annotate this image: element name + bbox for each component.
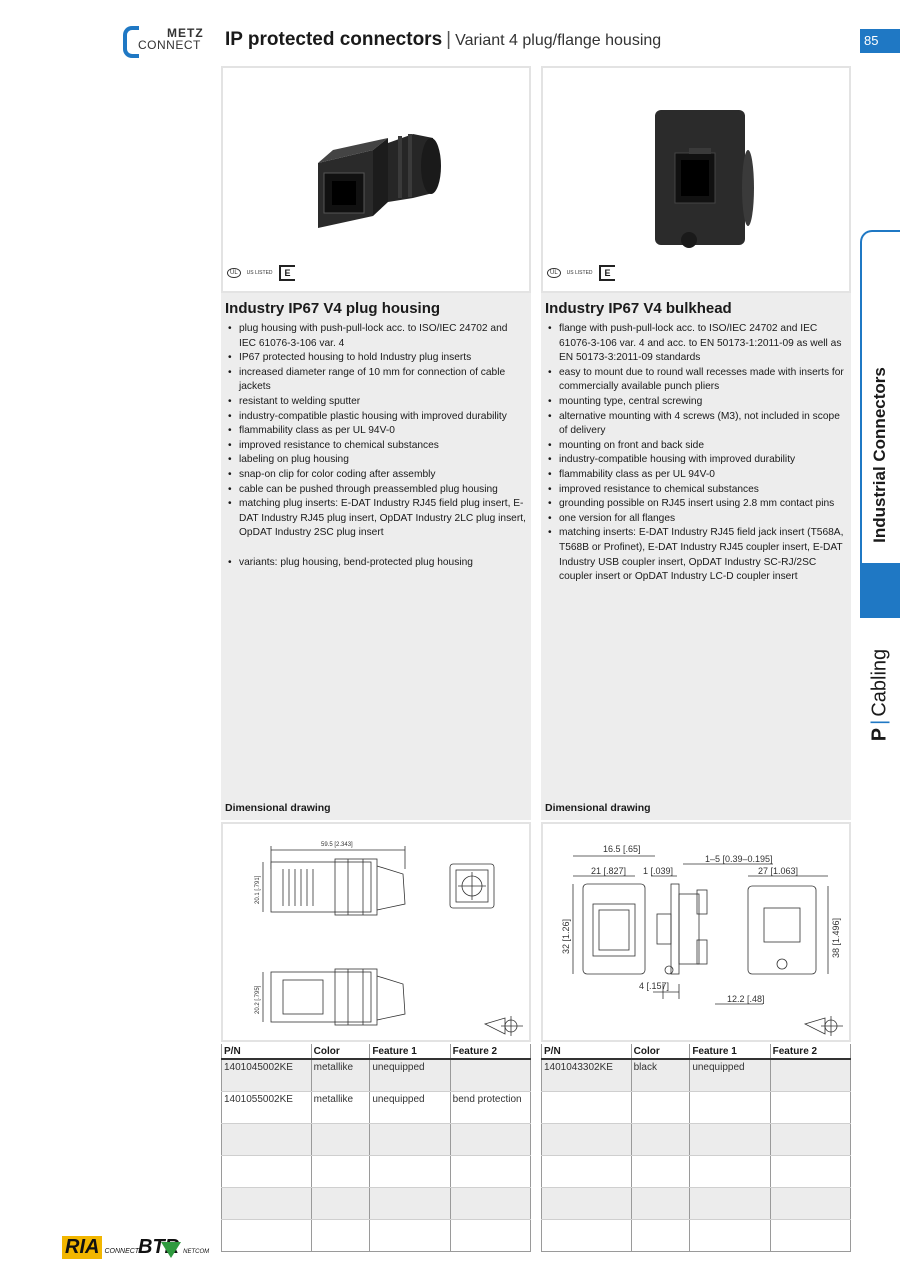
feature-item: • matching plug inserts: E-DAT Industry RJ45 field plug insert, E-DAT Industry RJ45 plug insert, OpDAT Industry 2LC plug insert, OpDAT Industry 2SC plug insert [227,497,527,541]
ul-listed-icon: UL [547,268,561,278]
dimensional-drawing-label: Dimensional drawing [545,802,651,814]
btr-logo-suffix: NETCOM [183,1249,210,1255]
dim-d4: 1–5 [0.39–0.195] [705,854,773,864]
section-name: Cabling [868,648,891,717]
product-title: Industry IP67 V4 plug housing [225,300,441,317]
cell-empty [542,1155,632,1187]
compliance-mark-icon: E [279,265,295,281]
feature-item: • labeling on plug housing [227,453,527,468]
col-header-feature2: Feature 2 [770,1044,850,1059]
cell-empty [370,1155,450,1187]
feature-item: • one version for all flanges [547,512,847,527]
feature-item: • mounting on front and back side [547,439,847,454]
feature-item: • snap-on clip for color coding after assembly [227,468,527,483]
feature-item: • improved resistance to chemical substances [547,483,847,498]
cell-feature2 [770,1059,850,1091]
cell-feature1: unequipped [690,1059,770,1091]
logo-metz-text: METZ [167,26,204,40]
feature-item: • flange with push-pull-lock acc. to ISO/IEC 24702 and IEC 61076-3-106 var. 4 and acc. to EN 50173-1:2011-09 as well as EN 50173-3:2011-09 standards [547,322,847,366]
feature-item: • resistant to welding sputter [227,395,527,410]
product-image-box [541,66,851,293]
feature-item: • increased diameter range of 10 mm for connection of cable jackets [227,366,527,395]
cell-empty [542,1187,632,1219]
dim-d1: 16.5 [.65] [603,844,641,854]
feature-list [227,322,527,570]
part-number-table [221,1044,531,1252]
certifications [547,265,615,281]
table-row [222,1059,531,1091]
ul-listed-icon: UL [227,268,241,278]
product-title: Industry IP67 V4 bulkhead [545,300,732,317]
certifications [227,265,295,281]
col-header-color: Color [311,1044,370,1059]
cell-empty [450,1123,530,1155]
feature-list [547,322,847,585]
cell-empty [631,1187,690,1219]
feature-item: • improved resistance to chemical substances [227,439,527,454]
table-row [222,1091,531,1123]
table-row [542,1123,851,1155]
feature-item: • cable can be pushed through preassembled plug housing [227,483,527,498]
table-row [542,1187,851,1219]
cell-empty [631,1155,690,1187]
section-letter: P [868,727,891,742]
side-tab-marker [860,565,900,618]
cell-empty [770,1091,850,1123]
dimensional-drawing-label: Dimensional drawing [225,802,331,814]
table-row [542,1091,851,1123]
cell-empty [542,1219,632,1251]
compliance-mark-icon: E [599,265,615,281]
cell-empty [631,1091,690,1123]
section-bar: | [868,719,891,725]
dim-length: 59.5 [2.343] [321,842,353,848]
cell-empty [770,1219,850,1251]
col-header-feature1: Feature 1 [370,1044,450,1059]
product-image-box [221,66,531,293]
table-header-row [222,1044,531,1059]
cell-empty [370,1123,450,1155]
dim-d3: 1 [.039] [643,866,674,876]
cell-feature1: unequipped [370,1091,450,1123]
feature-item: • easy to mount due to round wall recesses made with inserts for commercially available punch pliers [547,366,847,395]
cell-pn: 1401045002KE [222,1059,312,1091]
btr-logo-text: BTR [138,1236,180,1258]
cell-empty [311,1219,370,1251]
table-row [222,1187,531,1219]
cell-color: metallike [311,1059,370,1091]
table-row [222,1123,531,1155]
cell-empty [311,1187,370,1219]
dim-d9: 12.2 [.48] [727,994,765,1004]
feature-item: • variants: plug housing, bend-protected plug housing [227,556,527,571]
feature-item: • industry-compatible housing with improved durability [547,453,847,468]
feature-item: • flammability class as per UL 94V-0 [227,424,527,439]
table-row [222,1155,531,1187]
cell-empty [690,1155,770,1187]
dim-d2: 21 [.827] [591,866,627,876]
cell-empty [690,1091,770,1123]
bulkhead-image [543,68,849,258]
dimensional-drawing [541,822,851,1042]
dimensional-drawing [221,822,531,1042]
cell-empty [311,1155,370,1187]
feature-item: • flammability class as per UL 94V-0 [547,468,847,483]
cell-empty [690,1123,770,1155]
ria-logo-text: RIA [62,1236,102,1259]
feature-item: • industry-compatible plastic housing with improved durability [227,410,527,425]
cell-color: black [631,1059,690,1091]
feature-item: • alternative mounting with 4 screws (M3), not included in scope of delivery [547,410,847,439]
plug-housing-image [223,68,529,258]
logo-connect-text: CONNECT [138,38,201,52]
dim-d8: 4 [.157] [639,981,670,991]
ria-connect-logo [62,1236,139,1259]
cell-feature1: unequipped [370,1059,450,1091]
cell-feature2: bend protection [450,1091,530,1123]
dim-height-top: 20.1 [.791] [255,875,261,904]
cell-pn: 1401055002KE [222,1091,312,1123]
cell-empty [222,1123,312,1155]
side-section-label [869,649,892,741]
cell-feature2 [450,1059,530,1091]
table-row [542,1155,851,1187]
dim-d7: 38 [1.496] [831,917,841,958]
table-row [222,1219,531,1251]
feature-item: • IP67 protected housing to hold Industry plug inserts [227,351,527,366]
cell-empty [690,1187,770,1219]
feature-item: • matching inserts: E-DAT Industry RJ45 field jack insert (T568A, T568B or Profinet), E-DAT Industry RJ45 coupler insert, E-DAT Industry USB coupler insert, OpDAT Industry SC-RJ/2SC coupler insert or OpDAT Industry LC-D coupler insert [547,526,847,584]
feature-item: • mounting type, central screwing [547,395,847,410]
page-title-main: IP protected connectors [225,29,443,50]
col-header-pn: P/N [542,1044,632,1059]
feature-item: • plug housing with push-pull-lock acc. to ISO/IEC 24702 and IEC 61076-3-106 var. 4 [227,322,527,351]
cell-empty [450,1155,530,1187]
bulkhead-drawing [543,824,849,1040]
cell-empty [370,1219,450,1251]
cell-empty [770,1155,850,1187]
col-header-pn: P/N [222,1044,312,1059]
col-header-color: Color [631,1044,690,1059]
cell-empty [370,1187,450,1219]
cell-empty [222,1219,312,1251]
part-number-table [541,1044,851,1252]
btr-netcom-logo [138,1236,209,1259]
table-row [542,1219,851,1251]
title-separator: | [446,29,452,50]
plug-housing-drawing [223,824,529,1040]
table-header-row [542,1044,851,1059]
table-row [542,1059,851,1091]
cell-empty [311,1123,370,1155]
feature-item: • grounding possible on RJ45 insert using 2.8 mm contact pins [547,497,847,512]
page-subtitle: Variant 4 plug/flange housing [455,32,662,49]
cell-empty [770,1123,850,1155]
cell-empty [222,1187,312,1219]
ul-listed-text: US LISTED [566,270,593,276]
cell-empty [770,1187,850,1219]
dim-height-bottom: 20.2 [.795] [255,985,261,1014]
cell-empty [631,1219,690,1251]
logo-bracket-icon [123,26,139,58]
page-number: 85 [860,29,900,53]
cell-empty [450,1219,530,1251]
ul-listed-text: US LISTED [246,270,273,276]
col-header-feature1: Feature 1 [690,1044,770,1059]
cell-empty [631,1123,690,1155]
cell-empty [542,1123,632,1155]
side-category-label: Industrial Connectors [870,367,889,543]
dim-d5: 27 [1.063] [758,866,799,876]
btr-triangle-icon [161,1242,181,1258]
cell-empty [222,1155,312,1187]
cell-pn: 1401043302KE [542,1059,632,1091]
page-title [225,29,661,51]
cell-empty [450,1187,530,1219]
ria-logo-suffix: CONNECT [104,1248,140,1255]
cell-empty [542,1091,632,1123]
cell-color: metallike [311,1091,370,1123]
col-header-feature2: Feature 2 [450,1044,530,1059]
cell-empty [690,1219,770,1251]
metz-connect-logo [123,26,209,60]
dim-d6: 32 [1.26] [561,918,571,954]
